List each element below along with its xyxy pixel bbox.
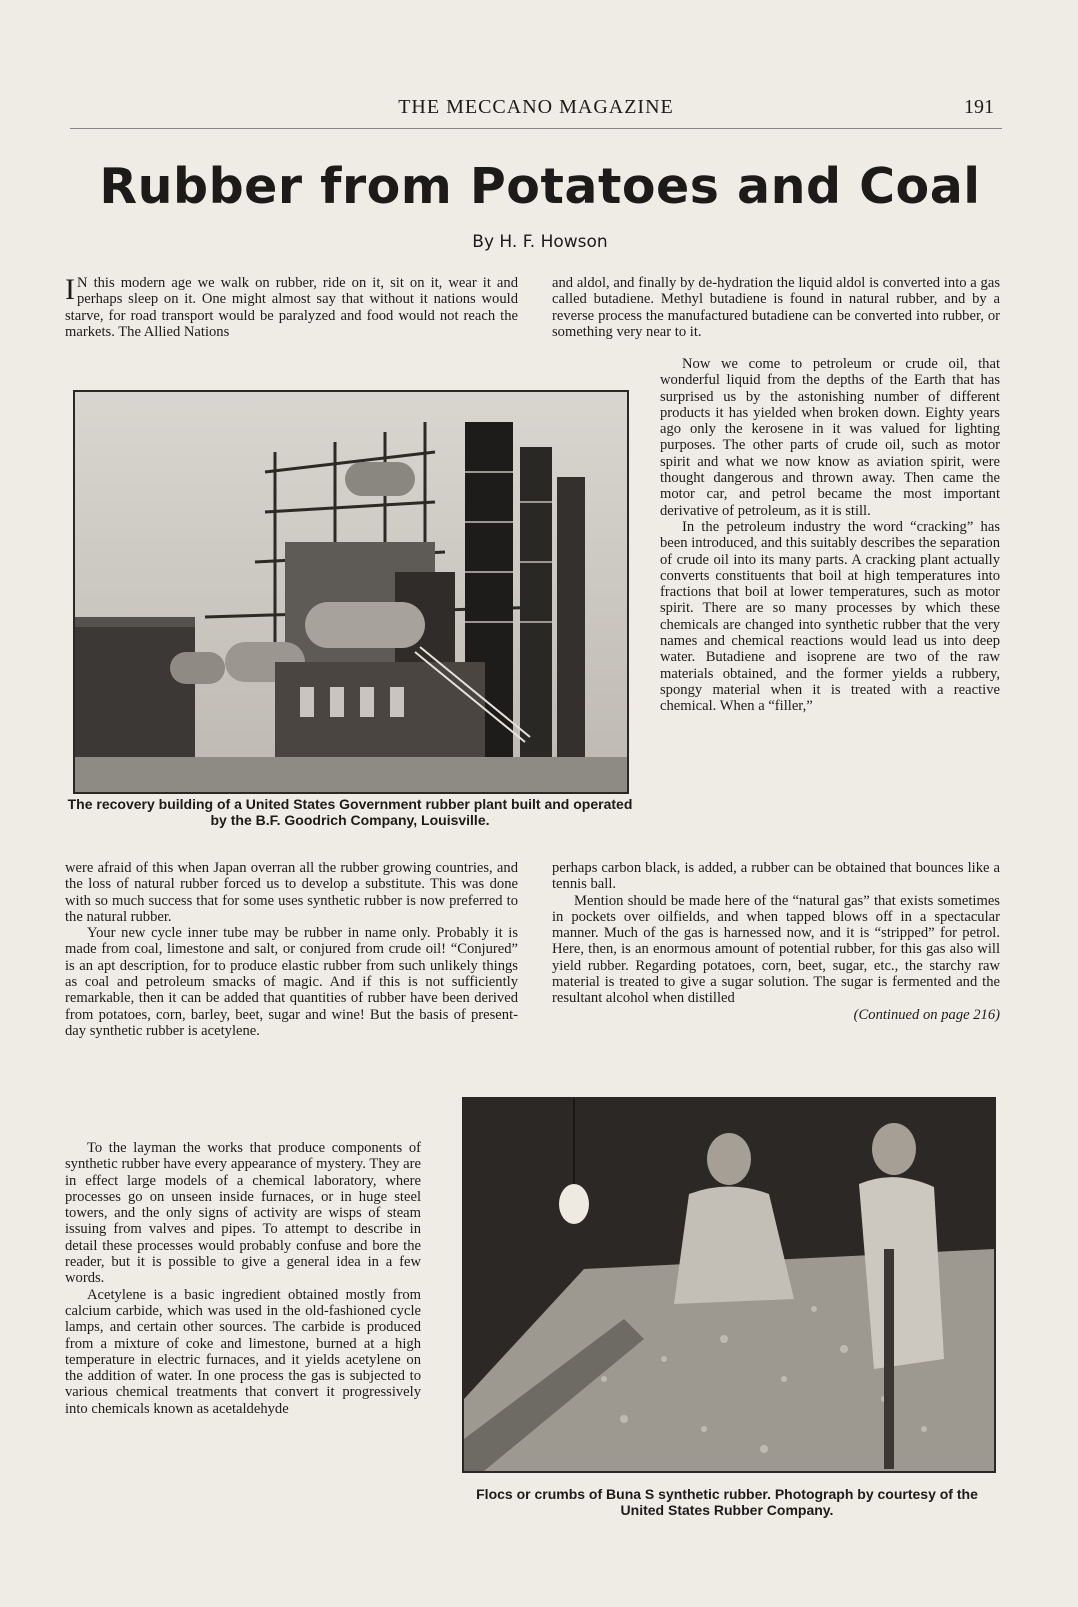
plant-photo <box>73 390 629 794</box>
running-header <box>70 96 1002 129</box>
left-column-lower <box>65 1140 421 1417</box>
paragraph: Now we come to petroleum or crude oil, that wonderful liquid from the depths of the Earth that has surprised us by the astonishing number of different products it has yielded when broken down. Eighty years ago only the kerosene in it was valued for lighting purposes. The other parts of crude oil, such as motor spirit and what we now know as aviation spirit, were thought dangerous and thrown away. Then came the motor car, and petrol became the most important derivative of petroleum, as it is still. <box>660 356 1000 519</box>
intro-paragraph <box>65 275 518 340</box>
rubber-crumbs-photo <box>462 1097 996 1473</box>
page-number: 191 <box>964 96 994 118</box>
drop-cap: I <box>65 273 75 306</box>
rubber-crumbs-illustration <box>464 1099 994 1471</box>
right-column-bottom <box>552 860 1000 1023</box>
plant-illustration <box>75 392 627 792</box>
rubber-crumbs-caption: Flocs or crumbs of Buna S synthetic rubber. Photograph by courtesy of the United States Rubber Company. <box>476 1486 978 1518</box>
paragraph: To the layman the works that produce components of synthetic rubber have every appearance of mystery. They are in effect large models of a chemical laboratory, where processes go on unseen inside furnaces, or in huge steel towers, and the only signs of activity are wisps of steam issuing from valves and pipes. To attempt to describe in detail these processes would probably confuse and bore the reader, but it is possible to give a general idea in a few words. <box>65 1140 421 1287</box>
paragraph: were afraid of this when Japan overran all the rubber growing countries, and the loss of natural rubber forced us to develop a substitute. This was done with so much success that for some uses synthetic rubber is now preferred to the natural rubber. <box>65 860 518 925</box>
paragraph: Acetylene is a basic ingredient obtained mostly from calcium carbide, which was used in the old-fashioned cycle lamps, and certain other sources. The carbide is produced from a mixture of coke and limestone, burned at a high temperature in electric furnaces, and it yields acetylene on the addition of water. In one process the gas is subjected to various chemical treatments that convert it progressively into chemicals known as acetaldehyde <box>65 1286 421 1417</box>
paragraph: and aldol, and finally by de-hydration the liquid aldol is converted into a gas called butadiene. Methyl butadiene is found in natural rubber, and by a reverse process the manufactured butadiene can be converted into rubber, or something very near to it. <box>552 275 1000 340</box>
right-column-middle <box>660 356 1000 715</box>
paragraph: Mention should be made here of the “natural gas” that exists sometimes in pockets over oilfields, and when tapped blows off in a spectacular manner. Much of the gas is harnessed now, and it is “stripped” for petrol. Here, then, is an enormous amount of potential rubber, for this gas also will yield rubber. Regarding potatoes, corn, beet, sugar, etc., the starchy raw material is treated to give a sugar solution. The sugar is fermented and the resultant alcohol when distilled <box>552 892 1000 1007</box>
article-title: Rubber from Potatoes and Coal <box>99 158 981 215</box>
left-column-upper <box>65 860 518 1039</box>
paragraph: Your new cycle inner tube may be rubber in name only. Probably it is made from coal, limestone and salt, or conjured from crude oil! “Conjured” is an apt description, for to produce elastic rubber from such unlikely things as coal and petroleum smacks of magic. And if this is not sufficiently remarkable, then it can be added that quantities of rubber have been derived from potatoes, corn, barley, beet, sugar and wine! But the basis of present-day synthetic rubber is acetylene. <box>65 925 518 1039</box>
paragraph: In the petroleum industry the word “cracking” has been introduced, and this suitably describes the separation of crude oil into its many parts. A cracking plant actually converts constituents that boil at high temperatures into fractions that boil at lower temperatures, such as motor spirit. There are so many processes by which these chemicals are changed into synthetic rubber that the very names and chemical reactions would lead us into deep water. Butadiene and isoprene are two of the raw materials obtained, and the former yields a rubbery, spongy material when it is treated with a reactive chemical. When a “filler,” <box>660 518 1000 715</box>
continued-note: (Continued on page 216) <box>853 1006 1000 1023</box>
intro-text: N this modern age we walk on rubber, ride on it, sit on it, wear it and perhaps sleep on it. One might almost say that without it nations would starve, for road transport would be paralyzed and food would not reach the markets. The Allied Nations <box>65 275 518 340</box>
magazine-name: THE MECCANO MAGAZINE <box>398 96 674 118</box>
article-byline: By H. F. Howson <box>472 232 608 252</box>
paragraph: perhaps carbon black, is added, a rubber can be obtained that bounces like a tennis ball. <box>552 860 1000 893</box>
right-column-top <box>552 275 1000 340</box>
plant-photo-caption: The recovery building of a United States Government rubber plant built and operated by the B.F. Goodrich Company, Louisville. <box>67 796 633 828</box>
